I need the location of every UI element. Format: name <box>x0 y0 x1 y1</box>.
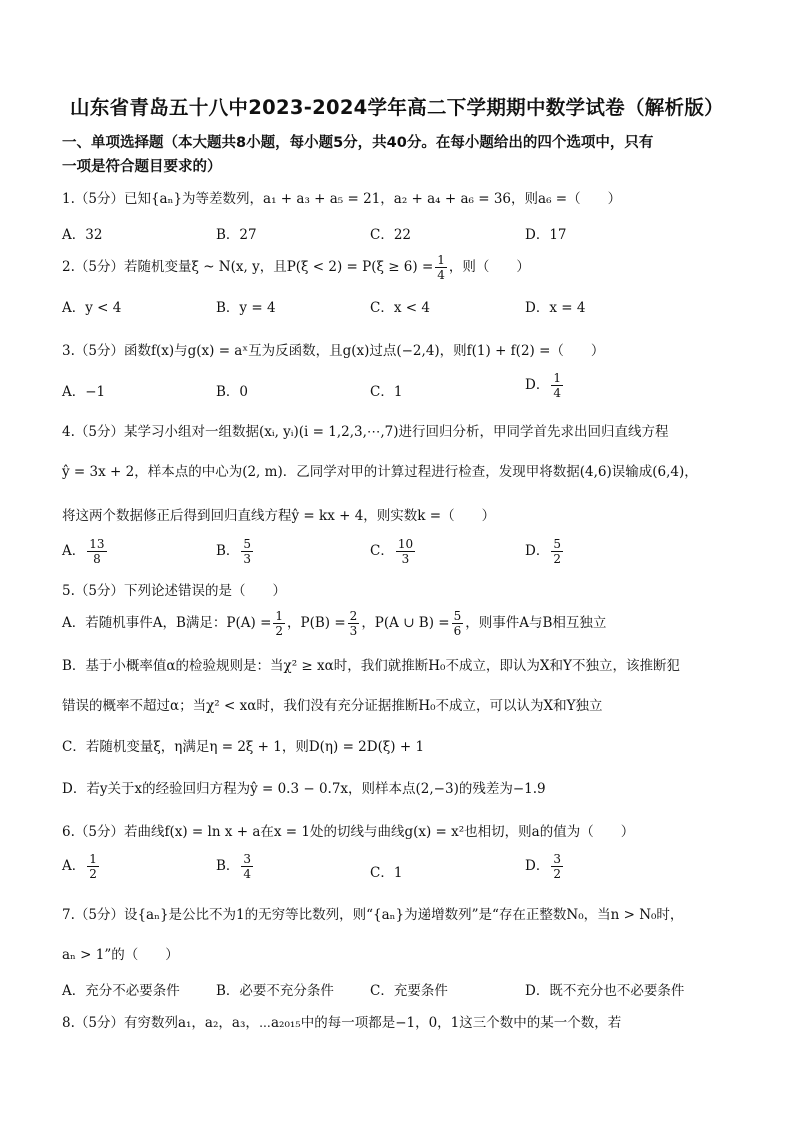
q3-option-a: A．−1 <box>62 384 106 400</box>
q5-a-frac-3 <box>452 610 464 637</box>
q4-option-b-label: B． <box>216 543 240 559</box>
q4-option-c-den: 3 <box>401 552 410 566</box>
q7-option-a: A．充分不必要条件 <box>62 983 180 999</box>
q1-option-a: A．32 <box>62 227 103 243</box>
q6-option-d <box>525 853 565 880</box>
q2-option-a: A．y < 4 <box>62 300 122 316</box>
q6-option-b-label: B． <box>216 858 240 874</box>
q6-option-a-label: A． <box>62 858 86 874</box>
q7-option-b: B．必要不充分条件 <box>216 983 334 999</box>
q3-option-c: C．1 <box>370 384 403 400</box>
q2-fraction <box>435 254 447 281</box>
q4-option-b-den: 3 <box>243 552 252 566</box>
q4-option-a-frac <box>87 538 106 565</box>
q2-option-c: C．x < 4 <box>370 300 430 316</box>
question-1-stem: 1.（5分）已知{aₙ}为等差数列，a₁ + a₃ + a₅ = 21，a₂ + a₄ + a₆ = 36，则a₆ =（ ） <box>62 191 622 207</box>
q4-option-d <box>525 538 565 565</box>
q5-option-c: C．若随机变量ξ，η满足η = 2ξ + 1，则D(η) = 2D(ξ) + 1 <box>62 739 425 755</box>
q6-option-a <box>62 853 101 880</box>
q5-a-f1-den: 2 <box>275 624 284 638</box>
q6-option-a-num: 1 <box>89 852 97 866</box>
q5-a-mid-2: ，P(A ∪ B) = <box>361 615 450 631</box>
q4-option-a <box>62 538 109 565</box>
q6-option-d-den: 2 <box>553 867 561 881</box>
page-title: 山东省青岛五十八中2023-2024学年高二下学期期中数学试卷（解析版） <box>70 96 724 119</box>
q6-option-a-den: 2 <box>89 867 97 881</box>
q4-option-b <box>216 538 255 565</box>
q6-option-b <box>216 853 255 880</box>
q5-a-post: ，则事件A与B相互独立 <box>465 615 607 631</box>
question-4-line-1: 4.（5分）某学习小组对一组数据(xᵢ, yᵢ)(i = 1,2,3,⋯,7)进行回归分析，甲同学首先求出回归直线方程 <box>62 424 669 440</box>
q2-stem-post: ，则（ ） <box>448 259 530 275</box>
question-7-line-2: aₙ > 1”的（ ） <box>62 947 179 963</box>
q3-option-b: B．0 <box>216 384 249 400</box>
question-6-stem: 6.（5分）若曲线f(x) = ln x + a在x = 1处的切线与曲线g(x) = x²也相切，则a的值为（ ） <box>62 824 635 840</box>
q5-a-f1-num: 1 <box>275 609 284 623</box>
q5-option-d: D．若y关于x的经验回归方程为ŷ = 0.3 − 0.7x，则样本点(2,−3)的残差为−1.9 <box>62 781 546 797</box>
q5-a-frac-1 <box>273 610 285 637</box>
q2-option-b: B．y = 4 <box>216 300 276 316</box>
q3-option-d-den: 4 <box>553 386 561 400</box>
q4-option-c-frac <box>396 538 415 565</box>
section-heading-1: 一、单项选择题（本大题共8小题，每小题5分，共40分。在每小题给出的四个选项中，只有 <box>62 135 654 151</box>
q6-option-b-den: 4 <box>243 867 252 881</box>
q2-frac-num: 1 <box>437 253 445 267</box>
q3-option-d-label: D． <box>525 377 550 393</box>
q4-option-a-label: A． <box>62 543 86 559</box>
q4-option-a-num: 13 <box>89 537 105 551</box>
q1-option-c: C．22 <box>370 227 412 243</box>
question-4-line-2: ŷ = 3x + 2，样本点的中心为(2, m)．乙同学对甲的计算过程进行检查，发现甲将数据(4,6)误输成(6,4)， <box>62 464 698 480</box>
q4-option-d-den: 2 <box>553 552 561 566</box>
q7-option-c: C．充要条件 <box>370 983 448 999</box>
q4-option-c <box>370 538 417 565</box>
q4-option-c-num: 10 <box>397 537 414 551</box>
question-7-line-1: 7.（5分）设{aₙ}是公比不为1的无穷等比数列，则“{aₙ}为递增数列”是“存在正整数N₀，当n > N₀时， <box>62 907 684 923</box>
question-2-stem <box>62 254 752 281</box>
q6-option-c: C．1 <box>370 865 403 881</box>
question-3-stem: 3.（5分）函数f(x)与g(x) = aˣ互为反函数，且g(x)过点(−2,4)，则f(1) + f(2) =（ ） <box>62 343 605 359</box>
q5-a-pre: A．若随机事件A，B满足：P(A) = <box>62 615 272 631</box>
q4-option-b-num: 5 <box>243 537 252 551</box>
q5-a-frac-2 <box>348 610 360 637</box>
q4-option-d-label: D． <box>525 543 550 559</box>
q4-option-b-frac <box>241 538 253 565</box>
q2-stem-pre: 2.（5分）若随机变量ξ ~ N(x, y，且P(ξ < 2) = P(ξ ≥ 6) = <box>62 259 434 275</box>
q5-a-f2-num: 2 <box>349 609 358 623</box>
q4-option-c-label: C． <box>370 543 394 559</box>
q4-option-d-frac <box>551 538 563 565</box>
q2-frac-den: 4 <box>437 268 445 282</box>
q6-option-b-frac <box>241 853 253 880</box>
q3-option-d-num: 1 <box>553 371 561 385</box>
q1-option-d: D．17 <box>525 227 567 243</box>
q6-option-a-frac <box>87 853 99 880</box>
q6-option-b-num: 3 <box>243 852 252 866</box>
question-5-stem: 5.（5分）下列论述错误的是（ ） <box>62 583 286 599</box>
q3-option-d <box>525 372 565 399</box>
q1-option-b: B．27 <box>216 227 257 243</box>
q4-option-a-den: 8 <box>93 552 101 566</box>
q3-option-d-frac <box>551 372 563 399</box>
q5-a-mid-1: ，P(B) = <box>287 615 346 631</box>
q6-option-d-frac <box>551 853 563 880</box>
section-heading-2: 一项是符合题目要求的） <box>62 159 222 175</box>
q5-a-f2-den: 3 <box>349 624 358 638</box>
q5-a-f3-num: 5 <box>453 609 462 623</box>
q5-a-f3-den: 6 <box>453 624 462 638</box>
q7-option-d: D．既不充分也不必要条件 <box>525 983 685 999</box>
q4-option-d-num: 5 <box>553 537 561 551</box>
q6-option-d-label: D． <box>525 858 550 874</box>
question-4-line-3: 将这两个数据修正后得到回归直线方程ŷ = kx + 4，则实数k =（ ） <box>62 508 496 524</box>
q6-option-d-num: 3 <box>553 852 561 866</box>
q5-option-a <box>62 610 752 637</box>
q5-option-b-line-2: 错误的概率不超过α；当χ² < xα时，我们没有充分证据推断H₀不成立，可以认为X和Y独立 <box>62 698 603 714</box>
q2-option-d: D．x = 4 <box>525 300 586 316</box>
question-8-stem: 8.（5分）有穷数列a₁，a₂，a₃，⋯a₂₀₁₅中的每一项都是−1，0，1这三个数中的某一个数，若 <box>62 1015 622 1031</box>
q5-option-b-line-1: B．基于小概率值α的检验规则是：当χ² ≥ xα时，我们就推断H₀不成立，即认为X和Y不独立，该推断犯 <box>62 658 680 674</box>
